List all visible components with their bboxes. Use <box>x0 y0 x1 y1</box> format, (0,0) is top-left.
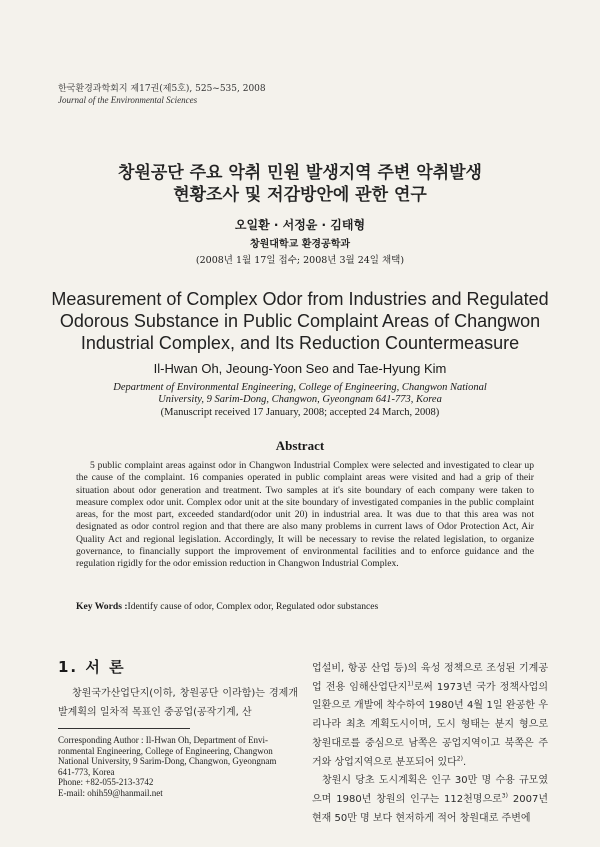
korean-affiliation: 창원대학교 환경공학과 <box>249 239 351 250</box>
english-authors: Il-Hwan Oh, Jeoung-Yoon Seo and Tae-Hyung Kim <box>153 361 447 376</box>
paragraph-text: 창원시 당초 도시계획은 인구 30만 명 수용 규모였으며 1980년 창원의 인구는 112천명으로 <box>312 775 548 805</box>
citation-marker: 3) <box>501 792 508 800</box>
section-1-heading: 1. 서 론 <box>58 658 126 676</box>
citation-marker: 2) <box>456 755 463 763</box>
english-dates: (Manuscript received 17 January, 2008; accepted 24 March, 2008) <box>160 407 440 418</box>
introduction-paragraph-2 <box>312 772 548 828</box>
korean-dates: (2008년 1월 17일 접수; 2008년 3월 24일 채택) <box>195 255 405 266</box>
paragraph-text: 로써 1973년 국가 정책사업의 일환으로 개발에 착수하여 1980년 4월 1일 완공한 우리나라 최초 계획도시이며, 도시 형태는 분지 형으로 창원대로를 중심으로 남쪽은 공업지역이고 북쪽은 주거와 상업지역으로 분포되어 있다 <box>312 681 548 768</box>
keywords-label: Key Words : <box>76 601 128 612</box>
footnote-divider <box>58 728 190 729</box>
citation-marker: 1) <box>407 680 414 688</box>
korean-title-line-2: 현황조사 및 저감방안에 관한 연구 <box>173 185 427 205</box>
corresponding-author-footnote <box>58 735 300 799</box>
footnote-line-1: Corresponding Author : Il-Hwan Oh, Department of Envi- <box>58 735 268 745</box>
footnote-line-2: ronmental Engineering, College of Engineering, Changwon <box>58 745 273 756</box>
footnote-line-3: National University, 9 Sarim-Dong, Changwon, Gyeongnam <box>58 756 277 767</box>
paragraph-text: 2007년 현재 50만 명 보다 현저하게 적어 창원대로 주변에 <box>312 793 548 824</box>
korean-title-line-1: 창원공단 주요 악취 민원 발생지역 주변 악취발생 <box>118 163 482 183</box>
english-title-line-1: Measurement of Complex Odor from Industries and Regulated <box>51 289 549 309</box>
paragraph-text: 업설비, 항공 산업 등)의 육성 정책으로 조성된 기계공업 전용 임해산업단지 <box>312 663 548 693</box>
english-title-line-3: Industrial Complex, and Its Reduction Countermeasure <box>80 333 520 353</box>
journal-name-english: Journal of the Environmental Sciences <box>58 95 198 105</box>
english-affiliation-line-2: University, 9 Sarim-Dong, Changwon, Gyeongnam 641-773, Korea <box>158 394 442 405</box>
paragraph-text: . <box>462 756 467 768</box>
abstract-text: 5 public complaint areas against odor in Changwon Industrial Complex were selected and investigated to clear up the cause of the complaint. 16 companies operated in public complaint areas were visited and had a grip of their situation about odor generation and treatment. Two samples at it's site boundary of each company were taken to measure complex odor unit. Complex odor unit at the site boundary of investigated companies in the public complaint areas, for the most part, exceeded standard(odor unit 20) in industrial area. It was due to that this area was not designated as odor control region and that there are also many problems in current laws of Odor Protection Act, Air Quality Act and regional legislation. Accordingly, It will be necessary to revise the related legislation, to organize governance, to financially support the improvement of environmental facilities and to enforce guidance and the regulation rigidly for the odor emission reduction in Changwon Industrial Complex. <box>76 460 534 570</box>
korean-authors: 오일환 · 서정윤 · 김태형 <box>234 218 366 232</box>
footnote-phone: Phone: +82-055-213-3742 <box>58 777 154 788</box>
introduction-right-column <box>312 660 548 828</box>
keywords <box>76 601 546 612</box>
introduction-paragraph-left: 창원국가산업단지(이하, 창원공단 이라함)는 경제개발계획의 일차적 목표인 중공업(공작기계, 산 <box>58 688 298 718</box>
journal-citation-korean: 한국환경과학회지 제17권(제5호), 525~535, 2008 <box>58 84 266 94</box>
english-affiliation-line-1: Department of Environmental Engineering, College of Engineering, Changwon National <box>113 382 487 393</box>
introduction-paragraph-1 <box>312 660 548 772</box>
keywords-text: Identify cause of odor, Complex odor, Regulated odor substances <box>127 601 379 612</box>
english-title-line-2: Odorous Substance in Public Complaint Areas of Changwon <box>59 311 541 331</box>
abstract-heading: Abstract <box>275 438 325 453</box>
footnote-line-4: 641-773, Korea <box>58 766 115 777</box>
footnote-email: E-mail: ohih59@hanmail.net <box>58 787 163 798</box>
